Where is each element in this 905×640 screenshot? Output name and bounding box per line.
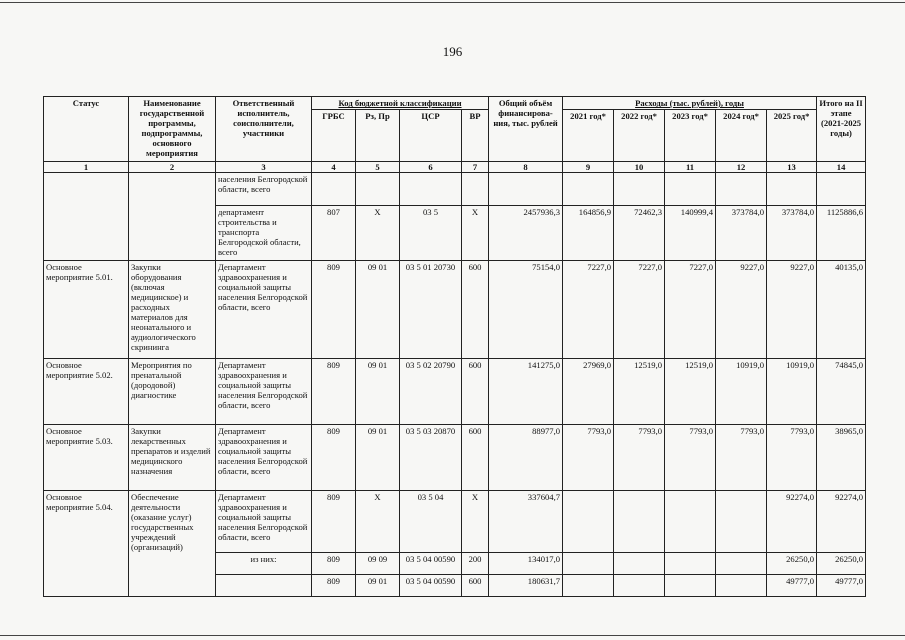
header-total-volume: Общий объём финансирова-ния, тыс. рублей — [489, 97, 563, 162]
y2021-cell: 7227,0 — [563, 261, 614, 359]
grbs-cell: 809 — [312, 359, 356, 425]
rzpr-cell: 09 01 — [356, 359, 400, 425]
header-2024: 2024 год* — [716, 110, 767, 162]
header-vr: ВР — [462, 110, 489, 162]
csr-cell: 03 5 02 20790 — [400, 359, 462, 425]
y2021-cell: 27969,0 — [563, 359, 614, 425]
rzpr-cell: X — [356, 206, 400, 261]
vr-cell: X — [462, 206, 489, 261]
header-status: Статус — [44, 97, 129, 162]
y2025-cell: 10919,0 — [767, 359, 817, 425]
table-row — [44, 261, 866, 359]
csr-cell: 03 5 01 20730 — [400, 261, 462, 359]
rzpr-cell: X — [356, 491, 400, 553]
page-number: 196 — [442, 44, 463, 59]
col-num: 12 — [716, 162, 767, 173]
scan-edge-bottom — [0, 635, 905, 636]
total-cell: 180631,7 — [489, 575, 563, 597]
grbs-cell: 809 — [312, 553, 356, 575]
status-cell: Основное мероприятие 5.03. — [44, 425, 129, 491]
executor-cell: населения Белгородской области, всего — [216, 173, 312, 206]
vr-cell: 200 — [462, 553, 489, 575]
status-cell: Основное мероприятие 5.04. — [44, 491, 129, 597]
vr-cell: 600 — [462, 575, 489, 597]
scan-edge-top — [0, 2, 905, 3]
y2021-cell: 7793,0 — [563, 425, 614, 491]
grbs-cell: 807 — [312, 206, 356, 261]
col-num: 3 — [216, 162, 312, 173]
executor-cell: Департамент здравоохранения и социальной защиты населения Белгородской области, всего — [216, 491, 312, 553]
grbs-cell: 809 — [312, 261, 356, 359]
header-2025: 2025 год* — [767, 110, 817, 162]
name-cell: Закупки лекарственных препаратов и изделий медицинского назначения — [129, 425, 216, 491]
col-num: 10 — [614, 162, 665, 173]
header-grbs: ГРБС — [312, 110, 356, 162]
status-cell: Основное мероприятие 5.01. — [44, 261, 129, 359]
y2023-cell: 7793,0 — [665, 425, 716, 491]
col-num: 8 — [489, 162, 563, 173]
y2021-cell: 164856,9 — [563, 206, 614, 261]
col-num: 4 — [312, 162, 356, 173]
rzpr-cell: 09 01 — [356, 425, 400, 491]
y2024-cell: 7793,0 — [716, 425, 767, 491]
column-number-row — [44, 162, 866, 173]
itogo-cell: 74845,0 — [817, 359, 866, 425]
table-row — [44, 425, 866, 491]
col-num: 7 — [462, 162, 489, 173]
csr-cell: 03 5 04 00590 — [400, 553, 462, 575]
y2025-cell: 373784,0 — [767, 206, 817, 261]
rzpr-cell: 09 09 — [356, 553, 400, 575]
y2024-cell: 10919,0 — [716, 359, 767, 425]
y2022-cell: 7227,0 — [614, 261, 665, 359]
y2024-cell: 9227,0 — [716, 261, 767, 359]
col-num: 14 — [817, 162, 866, 173]
y2024-cell: 373784,0 — [716, 206, 767, 261]
y2025-cell: 9227,0 — [767, 261, 817, 359]
header-csr: ЦСР — [400, 110, 462, 162]
executor-cell: департамент строительства и транспорта Белгородской области, всего — [216, 206, 312, 261]
vr-cell: 600 — [462, 425, 489, 491]
vr-cell: X — [462, 491, 489, 553]
itogo-cell: 38965,0 — [817, 425, 866, 491]
header-expenses: Расходы (тыс. рублей), годы — [563, 97, 817, 110]
table-row — [44, 359, 866, 425]
col-num: 6 — [400, 162, 462, 173]
y2022-cell: 72462,3 — [614, 206, 665, 261]
header-2023: 2023 год* — [665, 110, 716, 162]
col-num: 11 — [665, 162, 716, 173]
csr-cell: 03 5 04 00590 — [400, 575, 462, 597]
status-cell — [44, 173, 129, 261]
header-2021: 2021 год* — [563, 110, 614, 162]
executor-cell — [216, 575, 312, 597]
grbs-cell: 809 — [312, 491, 356, 553]
total-cell: 141275,0 — [489, 359, 563, 425]
name-cell — [129, 173, 216, 261]
header-row-1 — [44, 97, 866, 110]
csr-cell: 03 5 04 — [400, 491, 462, 553]
header-itogo: Итого на II этапе (2021-2025 годы) — [817, 97, 866, 162]
y2025-cell: 49777,0 — [767, 575, 817, 597]
table-row — [44, 491, 866, 553]
header-2022: 2022 год* — [614, 110, 665, 162]
itogo-cell: 49777,0 — [817, 575, 866, 597]
total-cell: 75154,0 — [489, 261, 563, 359]
col-num: 9 — [563, 162, 614, 173]
y2022-cell: 12519,0 — [614, 359, 665, 425]
grbs-cell: 809 — [312, 425, 356, 491]
executor-cell: Департамент здравоохранения и социальной защиты населения Белгородской области, всего — [216, 261, 312, 359]
table-row — [44, 173, 866, 206]
y2025-cell: 92274,0 — [767, 491, 817, 553]
name-cell: Обеспечение деятельности (оказание услуг) государственных учреждений (организаций) — [129, 491, 216, 597]
y2023-cell: 7227,0 — [665, 261, 716, 359]
y2025-cell: 26250,0 — [767, 553, 817, 575]
header-budget-code: Код бюджетной классификации — [312, 97, 489, 110]
itogo-cell: 92274,0 — [817, 491, 866, 553]
itogo-cell: 1125886,6 — [817, 206, 866, 261]
y2023-cell: 12519,0 — [665, 359, 716, 425]
rzpr-cell: 09 01 — [356, 575, 400, 597]
vr-cell: 600 — [462, 359, 489, 425]
executor-cell: из них: — [216, 553, 312, 575]
col-num: 2 — [129, 162, 216, 173]
col-num: 5 — [356, 162, 400, 173]
col-num: 1 — [44, 162, 129, 173]
total-cell: 88977,0 — [489, 425, 563, 491]
y2025-cell: 7793,0 — [767, 425, 817, 491]
header-executor: Ответственный исполнитель, соисполнители, участники — [216, 97, 312, 162]
total-cell: 337604,7 — [489, 491, 563, 553]
total-cell: 2457936,3 — [489, 206, 563, 261]
executor-cell: Департамент здравоохранения и социальной защиты населения Белгородской области, всего — [216, 425, 312, 491]
vr-cell: 600 — [462, 261, 489, 359]
budget-table — [43, 96, 866, 597]
header-rzpr: Рз, Пр — [356, 110, 400, 162]
name-cell: Мероприятия по пренатальной (дородовой) диагностике — [129, 359, 216, 425]
name-cell: Закупки оборудования (включая медицинское) и расходных материалов для неонатального и аудиологического скрининга — [129, 261, 216, 359]
y2022-cell: 7793,0 — [614, 425, 665, 491]
executor-cell: Департамент здравоохранения и социальной защиты населения Белгородской области, всего — [216, 359, 312, 425]
csr-cell: 03 5 — [400, 206, 462, 261]
col-num: 13 — [767, 162, 817, 173]
csr-cell: 03 5 03 20870 — [400, 425, 462, 491]
total-cell: 134017,0 — [489, 553, 563, 575]
header-name: Наименование государственной программы, подпрограммы, основного мероприятия — [129, 97, 216, 162]
status-cell: Основное мероприятие 5.02. — [44, 359, 129, 425]
rzpr-cell: 09 01 — [356, 261, 400, 359]
itogo-cell: 40135,0 — [817, 261, 866, 359]
y2023-cell: 140999,4 — [665, 206, 716, 261]
itogo-cell: 26250,0 — [817, 553, 866, 575]
grbs-cell: 809 — [312, 575, 356, 597]
